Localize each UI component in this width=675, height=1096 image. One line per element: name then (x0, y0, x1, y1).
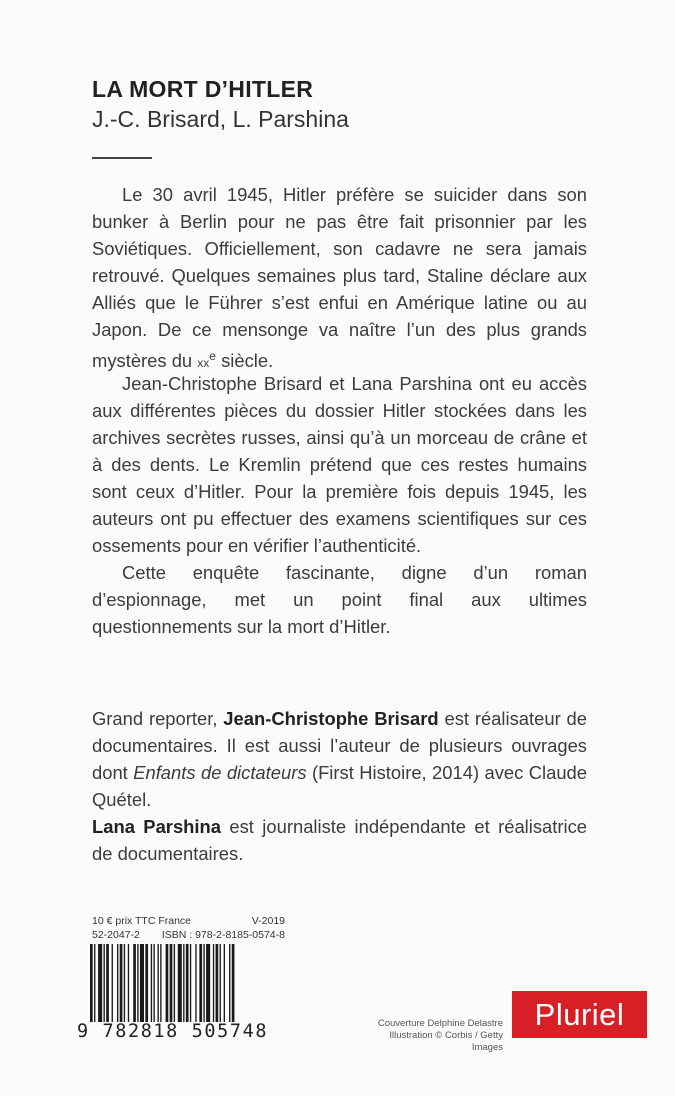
cover-credits (358, 1018, 503, 1054)
publisher-logo: Pluriel (512, 991, 647, 1038)
product-code: 52-2047-2 (92, 929, 140, 941)
bio-text: est journaliste indépendante et réalisatrice de documentaires. (92, 816, 588, 864)
summary-paragraph-2: Jean-Christophe Brisard et Lana Parshina ont eu accès aux différentes pièces du dossier Hitler stockées dans les archives secrètes russes, ainsi qu’à un morceau de crâne et à des dents. Le Kremlin prétend que ces restes humains sont ceux d’Hitler. Pour la première fois depuis 1945, les auteurs ont pu effectuer des examens scientifiques sur ces ossements pour en vérifier l’authenticité. (92, 373, 587, 556)
summary-text-end: siècle. (215, 350, 274, 372)
barcode-bar (133, 944, 136, 1022)
barcode-bar (151, 944, 152, 1022)
summary-paragraph-1 (92, 181, 587, 377)
barcode-bar (120, 944, 123, 1022)
barcode-bar (220, 944, 221, 1022)
barcode-bar (190, 944, 191, 1022)
barcode-bar (206, 944, 210, 1022)
barcode-digits: 9 782818 505748 (77, 1021, 269, 1042)
author-bio-brisard (92, 705, 587, 813)
barcode (88, 944, 284, 1022)
bio-text: est réalisateur de documentaires. Il est aussi l’auteur de plusieurs ouvrages dont (92, 708, 587, 783)
barcode-bar (174, 944, 175, 1022)
barcode-bar (195, 944, 196, 1022)
barcode-bar (104, 944, 105, 1022)
barcode-bar (158, 944, 159, 1022)
summary-paragraph-3: Cette enquête fascinante, digne d’un roman d’espionnage, met un point final aux ultimes questionnements sur la mort d’Hitler. (92, 562, 587, 637)
barcode-bar (153, 944, 154, 1022)
barcode-bar (199, 944, 202, 1022)
barcode-bar (213, 944, 214, 1022)
author-name-brisard: Jean-Christophe Brisard (223, 708, 439, 729)
century-superscript: e (209, 349, 216, 363)
barcode-bar (178, 944, 182, 1022)
bio-text: Grand reporter, (92, 708, 224, 729)
barcode-bar (183, 944, 184, 1022)
barcode-bar (216, 944, 219, 1022)
barcode-bar (90, 944, 93, 1022)
century-numeral: xx (197, 356, 210, 371)
barcode-bar (224, 944, 225, 1022)
imprint-info (92, 914, 285, 942)
version: V-2019 (251, 915, 285, 927)
barcode-bar (232, 944, 235, 1022)
barcode-bar (94, 944, 95, 1022)
barcode-bar (229, 944, 230, 1022)
barcode-bar (145, 944, 148, 1022)
bio-text: (First Histoire, 2014) avec Claude Quétel. (92, 762, 588, 810)
book-title: LA MORT D’HITLER (92, 76, 314, 102)
barcode-bar (203, 944, 204, 1022)
barcode-bar (112, 944, 113, 1022)
book-reference: Enfants de dictateurs (133, 762, 307, 783)
barcode-bar (117, 944, 118, 1022)
author-name-parshina: Lana Parshina (92, 816, 221, 837)
summary-text: Le 30 avril 1945, Hitler préfère se suicider dans son bunker à Berlin pour ne pas être fait prisonnier par les Soviétiques. Officiellement, son cadavre ne sera jamais retrouvé. Quelques semaines plus tard, Staline déclare aux Alliés que le Führer s’est enfui en Amérique latine ou au Japon. De ce mensonge va naître l’un des plus grands mystères du (92, 184, 587, 372)
barcode-bar (98, 944, 102, 1022)
barcode-bar (160, 944, 161, 1022)
title-divider (92, 157, 152, 159)
barcode-bar (137, 944, 138, 1022)
isbn: ISBN : 978-2-8185-0574-8 (161, 929, 285, 941)
illustration-credit: Illustration © Corbis / Getty Images (389, 1030, 503, 1053)
book-authors: J.-C. Brisard, L. Parshina (92, 106, 349, 132)
cover-credit: Couverture Delphine Delastre (377, 1018, 503, 1029)
barcode-bar (166, 944, 169, 1022)
barcode-bar (186, 944, 189, 1022)
price: 10 € prix TTC France (92, 915, 192, 927)
barcode-bar (124, 944, 125, 1022)
barcode-bar (140, 944, 144, 1022)
barcode-bars (88, 944, 284, 1022)
barcode-bar (128, 944, 129, 1022)
barcode-bar (106, 944, 109, 1022)
author-bio-parshina (92, 813, 587, 867)
barcode-bar (170, 944, 173, 1022)
